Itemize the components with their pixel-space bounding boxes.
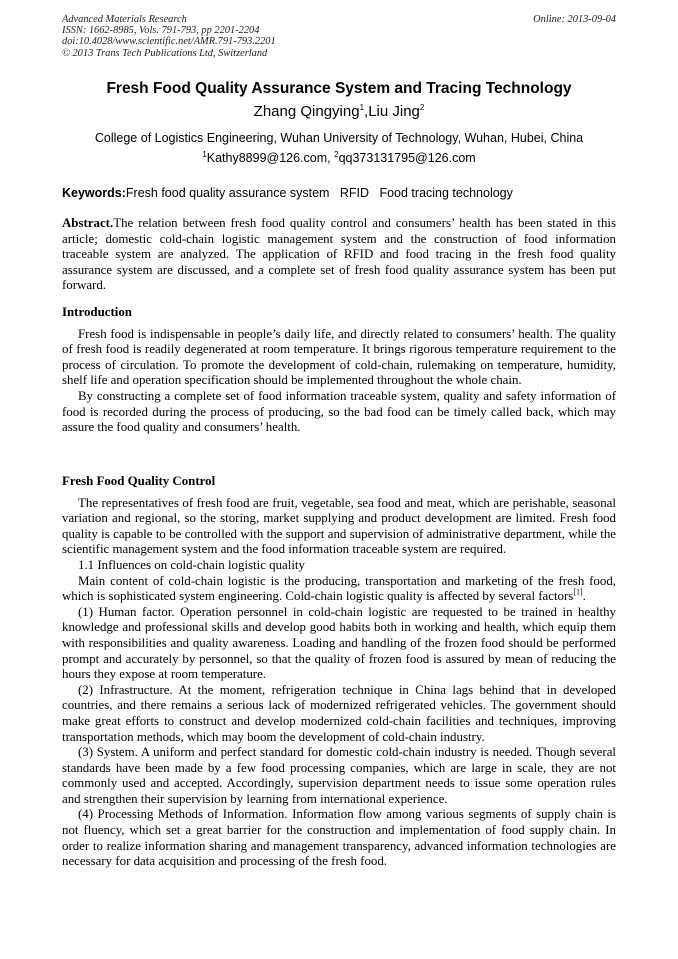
email-2: qq373131795@126.com [338,151,476,165]
doi-line: doi:10.4028/www.scientific.net/AMR.791-793.2201 [62,36,276,48]
author-2-sup: 2 [419,103,425,112]
control-paragraph-2-text: Main content of cold-chain logistic is the producing, transportation and marketing of the fresh food, which is sophisticated system engineering. Cold-chain logistic quality is affected by several factors [62,573,616,604]
email-1-sup: 1 [202,149,207,159]
quality-control-section [62,474,616,870]
subsection-1-1: 1.1 Influences on cold-chain logistic quality [78,557,305,572]
copyright-line: © 2013 Trans Tech Publications Ltd, Switzerland [62,47,268,59]
paper-title: Fresh Food Quality Assurance System and Tracing Technology [106,80,572,97]
online-date: Online: 2013-09-04 [533,14,616,25]
abstract-label: Abstract. [62,216,114,230]
keywords-label: Keywords: [62,186,126,200]
intro-paragraph-2: By constructing a complete set of food information traceable system, quality and safety information of food is recorded during the process of producing, so the bad food can be timely called back, which may assure the food quality and consumers’ health. [62,388,616,435]
abstract-text: The relation between fresh food quality control and consumers’ health has been stated in this article; domestic cold-chain logistic management system and the construction of food information traceable system are analyzed. The application of RFID and food tracing in the fresh food quality assurance system are discussed, and a complete set of fresh food quality assurance system has been put forward. [62,216,616,293]
infrastructure-paragraph: (2) Infrastructure. At the moment, refrigeration technique in China lags behind that in developed countries, and there remains a serious lack of modernized refrigerated vehicles. The government should make great efforts to construct and develop modernized cold-chain facilities and techniques, improving transportation methods, which may boom the development of cold-chain industry. [62,682,616,744]
email-2-sup: 2 [334,149,339,159]
information-paragraph: (4) Processing Methods of Information. Information flow among various segments of supply chain is not fluency, which set a great barrier for the construction and implementation of food supply chain. In order to realize information sharing and management transparency, advanced information technologies are necessary for data acquisition and processing of the fresh food. [62,807,616,869]
control-paragraph-2 [62,574,616,605]
introduction-section [62,305,616,436]
quality-control-heading: Fresh Food Quality Control [62,474,216,488]
email-line [0,151,678,165]
journal-name: Advanced Materials Research [62,14,187,25]
keywords-line [62,186,513,200]
citation-ref: [1] [573,587,583,597]
author-1-sup: 1 [359,103,365,112]
affiliation: College of Logistics Engineering, Wuhan University of Technology, Wuhan, Hubei, China [94,131,584,145]
email-1: Kathy8899@126.com, [206,151,335,165]
human-factor-paragraph: (1) Human factor. Operation personnel in cold-chain logistic are requested to be trained in healthy knowledge and professional skills and develop good habits both in working and health, which equip them with responsibilities and quality awareness. Loading and handling of the frozen food should be performed prompt and accurately by personnel, so that the quality of frozen food is assured by mean of reducing the hours they expose at room temperature. [62,604,616,682]
issn-line: ISSN: 1662-8985, Vols. 791-793, pp 2201-2204 [62,25,260,37]
control-paragraph-2-end: . [582,589,586,604]
author-line [0,103,678,120]
control-paragraph-1: The representatives of fresh food are fruit, vegetable, sea food and meat, which are perishable, seasonal variation and regional, so the storing, market supplying and product development are limited. Fresh food quality is capable to be controlled with the support and supervision of administrative department, while the scientific management system and the food information traceable system are required. [62,495,616,557]
author-separator: , [364,103,369,120]
keywords-text: Fresh food quality assurance system RFID Food tracing technology [125,186,513,200]
journal-header [62,14,616,59]
author-2: Liu Jing [368,103,420,120]
abstract [62,216,616,294]
author-1: Zhang Qingying [253,103,360,120]
system-paragraph: (3) System. A uniform and perfect standard for domestic cold-chain industry is needed. Though several standards have been made by a few food processing companies, which are large in scale, they are not commonly used and accepted. Accordingly, supervision department needs to issue some operation rules and strengthen their supervision by learning from international experience. [62,745,616,806]
introduction-heading: Introduction [62,305,132,319]
intro-paragraph-1: Fresh food is indispensable in people’s daily life, and directly related to consumers’ health. The quality of fresh food is readily degenerated at room temperature. It brings rigorous temperature requirement to the process of circulation. To promote the development of cold-chain, rulemaking on temperature, humidity, shelf life and operation specification should be implemented throughout the whole chain. [62,326,616,388]
